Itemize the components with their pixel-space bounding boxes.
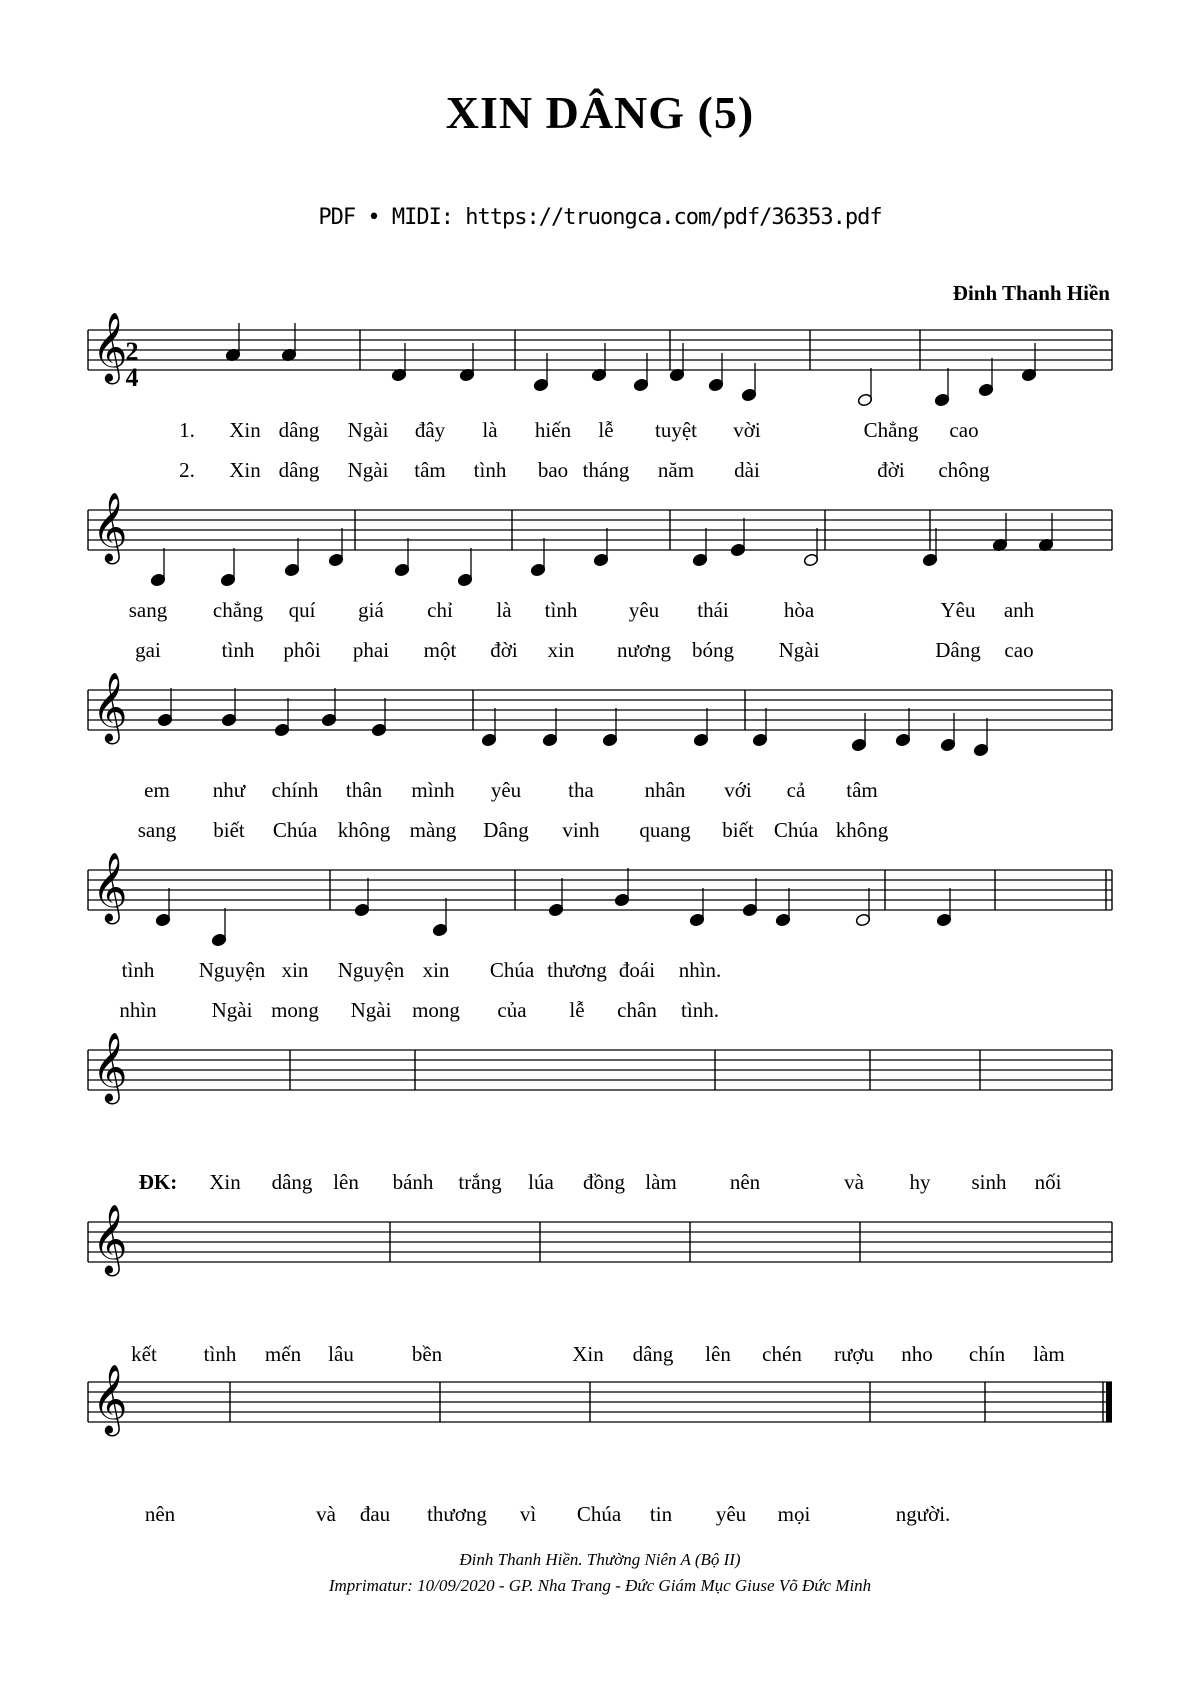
lyric-syllable: giá: [358, 598, 384, 622]
lyric-syllable: Ngài: [350, 998, 392, 1022]
lyric-syllable: đời: [490, 638, 518, 662]
lyric-line: [0, 818, 1200, 844]
lyric-syllable: không: [835, 818, 889, 842]
lyric-syllable: cao: [1004, 638, 1034, 662]
lyric-syllable: và: [316, 1502, 336, 1526]
lyric-syllable: yêu: [628, 598, 660, 622]
lyric-syllable: đây: [414, 418, 446, 442]
lyric-syllable: chỉ: [427, 598, 453, 622]
lyric-syllable: đoái: [618, 958, 656, 982]
lyric-syllable: và: [844, 1170, 864, 1194]
footer-imprimatur: Imprimatur: 10/09/2020 - GP. Nha Trang - Đức Giám Mục Giuse Võ Đức Minh: [328, 1576, 872, 1595]
lyric-syllable: lên: [705, 1342, 731, 1366]
lyric-syllable: mong: [271, 998, 319, 1022]
lyric-syllable: kết: [131, 1342, 157, 1366]
lyric-syllable: Xin: [229, 418, 261, 442]
composer-name: Đinh Thanh Hiền: [952, 281, 1110, 305]
lyric-syllable: nhìn: [119, 998, 157, 1022]
lyric-syllable: màng: [409, 818, 457, 842]
lyric-syllable: của: [497, 998, 527, 1022]
lyric-syllable: lâu: [328, 1342, 354, 1366]
lyric-syllable: thương: [547, 958, 607, 982]
lyric-syllable: 1.: [179, 418, 195, 442]
lyric-syllable: tình: [121, 958, 155, 982]
lyric-syllable: Nguyện: [337, 958, 405, 982]
lyric-syllable: nhìn.: [678, 958, 722, 982]
lyric-syllable: rượu: [834, 1342, 874, 1366]
lyric-syllable: yêu: [715, 1502, 747, 1526]
lyric-syllable: lúa: [528, 1170, 554, 1194]
treble-clef-icon: 𝄞: [92, 852, 128, 922]
lyric-syllable: chén: [762, 1342, 802, 1366]
lyric-syllable: là: [482, 418, 498, 442]
lyric-syllable: dài: [734, 458, 760, 482]
lyric-syllable: thái: [697, 598, 729, 622]
lyric-syllable: gai: [135, 638, 161, 662]
lyric-syllable: tháng: [582, 458, 630, 482]
lyric-syllable: thân: [345, 778, 383, 802]
lyric-syllable: xin: [422, 958, 450, 982]
lyric-syllable: mến: [264, 1342, 302, 1366]
lyric-syllable: lễ: [569, 998, 585, 1022]
lyric-syllable: nối: [1034, 1170, 1062, 1194]
treble-clef-icon: 𝄞: [92, 492, 128, 562]
lyric-syllable: 2.: [179, 458, 195, 482]
lyric-syllable: Ngài: [211, 998, 253, 1022]
lyric-syllable: Nguyện: [198, 958, 266, 982]
lyric-syllable: trắng: [458, 1170, 502, 1194]
lyric-line: [0, 998, 1200, 1024]
lyric-syllable: phôi: [283, 638, 321, 662]
lyric-syllable: Ngài: [347, 418, 389, 442]
lyric-syllable: dâng: [632, 1342, 674, 1366]
lyric-syllable: với: [724, 778, 752, 802]
lyric-syllable: mọi: [777, 1502, 811, 1526]
lyric-syllable: tình: [203, 1342, 237, 1366]
lyric-syllable: vời: [733, 418, 761, 442]
refrain-label: ĐK:: [138, 1170, 178, 1194]
lyric-syllable: tin: [649, 1502, 673, 1526]
lyric-syllable: sang: [137, 818, 177, 842]
lyric-syllable: hòa: [783, 598, 815, 622]
lyric-syllable: bao: [537, 458, 569, 482]
lyric-syllable: Chúa: [576, 1502, 622, 1526]
lyric-syllable: dâng: [278, 458, 320, 482]
lyric-syllable: làm: [1033, 1342, 1065, 1366]
lyric-syllable: một: [423, 638, 457, 662]
lyric-line: [0, 1342, 1200, 1368]
lyric-syllable: biết: [722, 818, 754, 842]
lyric-line: [0, 778, 1200, 804]
lyric-syllable: nương: [617, 638, 671, 662]
lyric-syllable: Ngài: [347, 458, 389, 482]
lyric-syllable: mình: [411, 778, 455, 802]
lyric-syllable: Chúa: [489, 958, 535, 982]
lyric-syllable: đau: [359, 1502, 391, 1526]
lyric-syllable: xin: [281, 958, 309, 982]
lyric-line: [0, 1502, 1200, 1528]
lyric-syllable: vinh: [562, 818, 600, 842]
pdf-midi-link[interactable]: PDF • MIDI: https://truongca.com/pdf/36353.pdf: [318, 205, 882, 230]
lyric-syllable: cao: [949, 418, 979, 442]
treble-clef-icon: 𝄞: [92, 1204, 128, 1274]
treble-clef-icon: 𝄞: [92, 312, 128, 382]
lyric-syllable: đồng: [583, 1170, 625, 1194]
lyric-syllable: xin: [547, 638, 575, 662]
lyric-syllable: lễ: [598, 418, 614, 442]
lyric-syllable: lên: [333, 1170, 359, 1194]
lyric-syllable: quang: [639, 818, 691, 842]
lyric-syllable: hy: [909, 1170, 931, 1194]
lyric-syllable: Xin: [209, 1170, 241, 1194]
lyric-syllable: Dâng: [935, 638, 981, 662]
lyric-syllable: bánh: [392, 1170, 434, 1194]
lyric-line: [0, 458, 1200, 484]
lyric-syllable: Chúa: [773, 818, 819, 842]
lyric-syllable: nho: [901, 1342, 933, 1366]
lyric-syllable: nên: [144, 1502, 176, 1526]
lyric-syllable: biết: [213, 818, 245, 842]
lyric-syllable: thương: [427, 1502, 487, 1526]
lyric-syllable: Yêu: [940, 598, 976, 622]
lyric-syllable: không: [337, 818, 391, 842]
lyric-syllable: tình: [221, 638, 255, 662]
lyric-syllable: anh: [1003, 598, 1035, 622]
time-signature-bottom: 4: [125, 363, 139, 392]
lyric-syllable: tha: [568, 778, 594, 802]
lyric-line: [0, 958, 1200, 984]
lyric-syllable: dâng: [278, 418, 320, 442]
lyric-syllable: nên: [729, 1170, 761, 1194]
treble-clef-icon: 𝄞: [92, 1364, 128, 1434]
lyric-syllable: dâng: [271, 1170, 313, 1194]
lyric-syllable: chẳng: [212, 598, 264, 622]
lyric-syllable: tâm: [414, 458, 446, 482]
lyric-syllable: đời: [877, 458, 905, 482]
lyric-syllable: Xin: [572, 1342, 604, 1366]
lyric-syllable: tình: [473, 458, 507, 482]
lyric-syllable: yêu: [490, 778, 522, 802]
lyric-syllable: tình.: [681, 998, 719, 1022]
lyric-syllable: bền: [411, 1342, 443, 1366]
lyric-syllable: nhân: [644, 778, 686, 802]
lyric-syllable: Chúa: [272, 818, 318, 842]
lyric-syllable: tâm: [846, 778, 878, 802]
lyric-syllable: Chẳng: [863, 418, 919, 442]
lyric-syllable: năm: [657, 458, 695, 482]
page-title: XIN DÂNG (5): [445, 87, 755, 138]
lyric-line: [0, 598, 1200, 624]
lyric-syllable: như: [212, 778, 246, 802]
lyric-syllable: là: [496, 598, 512, 622]
lyric-syllable: phai: [352, 638, 390, 662]
lyric-syllable: tuyệt: [655, 418, 697, 442]
lyric-line: [0, 418, 1200, 444]
lyric-syllable: sinh: [971, 1170, 1007, 1194]
lyric-syllable: Dâng: [483, 818, 529, 842]
lyric-syllable: chín: [968, 1342, 1006, 1366]
lyric-syllable: chân: [617, 998, 657, 1022]
lyric-syllable: sang: [128, 598, 168, 622]
lyric-syllable: mong: [412, 998, 460, 1022]
lyric-syllable: tình: [544, 598, 578, 622]
treble-clef-icon: 𝄞: [92, 672, 128, 742]
time-signature-top: 2: [125, 337, 139, 366]
lyric-syllable: người.: [895, 1502, 951, 1526]
lyric-syllable: Xin: [229, 458, 261, 482]
footer-credit: Đinh Thanh Hiền. Thường Niên A (Bộ II): [459, 1550, 741, 1569]
lyric-syllable: Ngài: [778, 638, 820, 662]
lyric-syllable: chính: [271, 778, 319, 802]
lyric-line: [0, 638, 1200, 664]
lyric-syllable: cả: [786, 778, 806, 802]
lyric-syllable: vì: [519, 1502, 537, 1526]
lyric-syllable: làm: [645, 1170, 677, 1194]
lyric-syllable: quí: [288, 598, 316, 622]
lyric-syllable: chông: [938, 458, 990, 482]
lyric-line: [0, 1170, 1200, 1196]
lyric-syllable: em: [144, 778, 170, 802]
treble-clef-icon: 𝄞: [92, 1032, 128, 1102]
lyric-syllable: bóng: [692, 638, 734, 662]
lyric-syllable: hiến: [534, 418, 572, 442]
